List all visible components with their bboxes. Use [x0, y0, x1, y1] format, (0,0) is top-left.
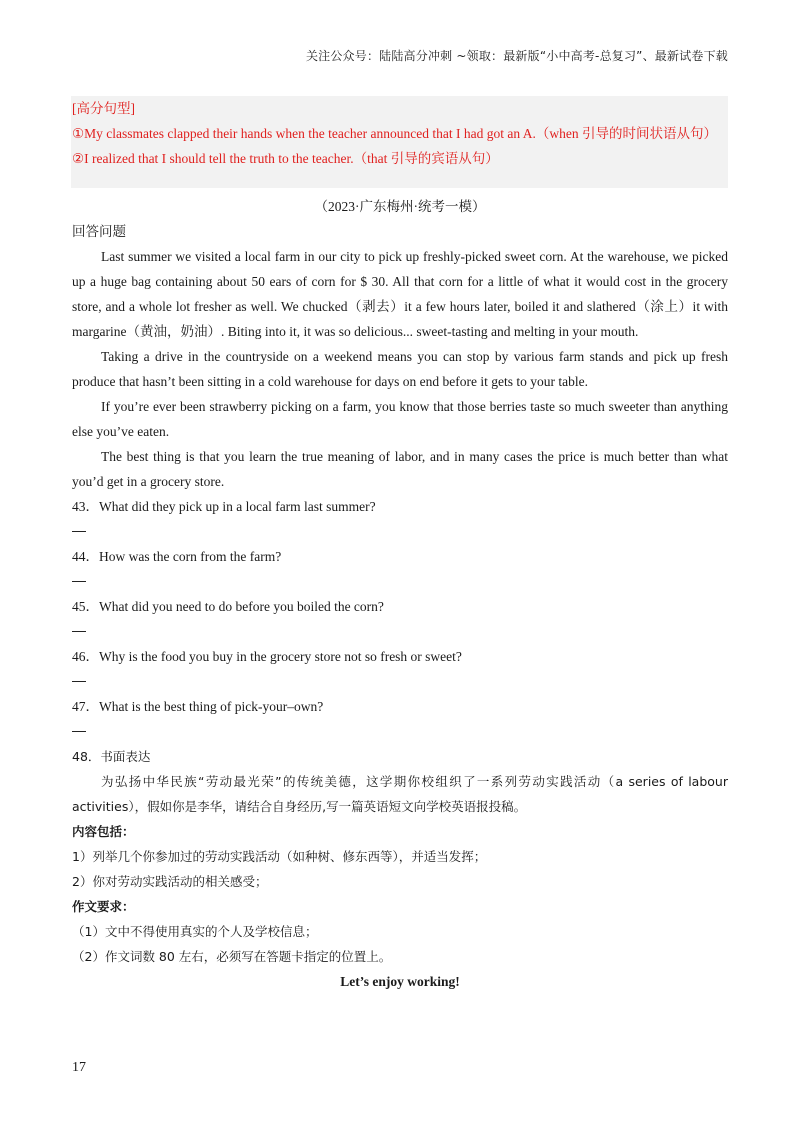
question-43: 43．What did they pick up in a local farm last summer? [72, 499, 376, 514]
highlight-tag: [高分句型] [72, 101, 135, 116]
answer-blank[interactable] [72, 519, 728, 544]
writing-prompt: 为弘扬中华民族“劳动最光荣”的传统美德，这学期你校组织了一系列劳动实践活动（a series of labour activities），假如你是李华，请结合自身经历,写一篇英语短文向学校英语报投稿。 [72, 774, 728, 814]
requirements-title: 作文要求： [72, 899, 135, 914]
passage-paragraph: Last summer we visited a local farm in our city to pick up freshly-picked sweet corn. At the warehouse, we picked up a huge bag containing about 50 ears of corn for $ 30. All that corn for a little of what it would cost in the grocery store, and a whole lot fresher as well. We chucked（剥去）it a few hours later, boiled it and slathered（涂上）it with margarine（黄油，奶油）. Biting into it, it was so delicious... sweet-tasting and melting in your mouth. [72, 249, 728, 339]
answer-blank[interactable] [72, 719, 728, 744]
passage-paragraph: The best thing is that you learn the true meaning of labor, and in many cases the price is much better than what you’d get in a grocery store. [72, 449, 728, 489]
essay-title: Let’s enjoy working! [340, 974, 460, 989]
requirement-item: （2）作文词数 80 左右，必须写在答题卡指定的位置上。 [72, 949, 392, 964]
page-number: 17 [72, 1060, 86, 1075]
question-46: 46．Why is the food you buy in the grocery store not so fresh or sweet? [72, 649, 462, 664]
content-title: 内容包括： [72, 824, 135, 839]
section-title: 回答问题 [72, 224, 126, 239]
requirement-item: （1）文中不得使用真实的个人及学校信息； [72, 924, 318, 939]
highlight-sentence-2: ②I realized that I should tell the truth to the teacher.（that 引导的宾语从句） [72, 151, 499, 166]
writing-title: 48．书面表达 [72, 749, 151, 764]
page-header: 关注公众号：陆陆高分冲刺 ~领取：最新版“小中高考-总复习”、最新试卷下载 [305, 49, 728, 63]
answer-blank[interactable] [72, 619, 728, 644]
answer-blank[interactable] [72, 669, 728, 694]
high-score-sentence-box [71, 96, 728, 188]
highlight-sentence-1: ①My classmates clapped their hands when the teacher announced that I had got an A.（when 引导的时间状语从句） [72, 126, 717, 141]
content-item: 2）你对劳动实践活动的相关感受； [72, 874, 268, 889]
content-item: 1）列举几个你参加过的劳动实践活动（如种树、修东西等），并适当发挥； [72, 849, 487, 864]
main-content [72, 194, 728, 994]
passage-paragraph: Taking a drive in the countryside on a weekend means you can stop by various farm stands and pick up fresh produce that hasn’t been sitting in a cold warehouse for days on end before it gets to your table. [72, 349, 728, 389]
question-44: 44．How was the corn from the farm? [72, 549, 282, 564]
question-source: （2023·广东梅州·统考一模） [314, 199, 486, 214]
question-45: 45．What did you need to do before you boiled the corn? [72, 599, 384, 614]
answer-blank[interactable] [72, 569, 728, 594]
question-47: 47．What is the best thing of pick-your–own? [72, 699, 324, 714]
passage-paragraph: If you’re ever been strawberry picking on a farm, you know that those berries taste so much sweeter than anything else you’ve eaten. [72, 399, 728, 439]
